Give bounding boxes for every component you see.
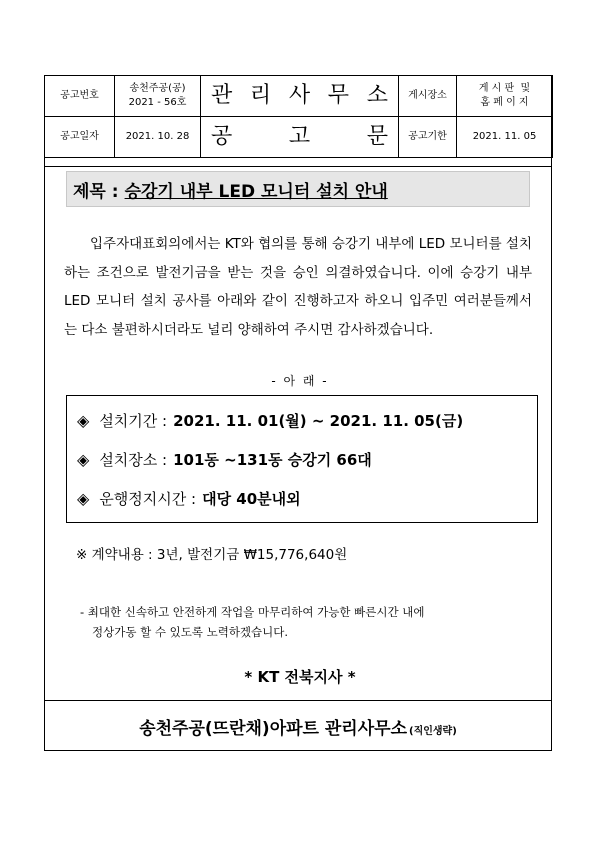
notice-number-line2: 2021 - 56호 — [128, 97, 187, 108]
detail-row-period — [77, 410, 463, 431]
contract-info: ※ 계약내용 : 3년, 발전기금 ₩15,776,640원 — [76, 547, 348, 563]
notice-char: 고 — [288, 124, 311, 149]
diamond-bullet-icon: ◈ — [77, 411, 90, 430]
office-char: 소 — [366, 83, 388, 108]
detail-row-location — [77, 449, 372, 470]
post-place-line1: 게 시 판 및 — [478, 83, 531, 94]
notice-note — [80, 602, 540, 642]
subject-prefix: 제목 : — [73, 181, 119, 202]
footer-signature — [44, 700, 552, 751]
notice-header-table — [44, 75, 553, 158]
notice-char: 공 — [211, 124, 233, 149]
below-heading: - 아 래 - — [271, 374, 329, 388]
kt-branch: * KT 전북지사 * — [244, 668, 356, 686]
office-char: 무 — [327, 83, 350, 108]
diamond-bullet-icon: ◈ — [77, 450, 90, 469]
notice-number-line1: 송천주공(공) — [129, 83, 186, 94]
detail-row-stop-time — [77, 488, 301, 509]
office-char: 관 — [211, 83, 233, 108]
notice-number-label: 공고번호 — [45, 76, 115, 117]
note-line1: - 최대한 신속하고 안전하게 작업을 마무리하여 가능한 빠른시간 내에 — [80, 605, 425, 619]
detail-value: 101동 ~131동 승강기 66대 — [173, 451, 372, 469]
office-title — [201, 76, 399, 117]
office-char: 리 — [249, 83, 272, 108]
post-place-label: 게시장소 — [399, 76, 457, 117]
detail-label: 운행정지시간 : — [99, 490, 197, 508]
subject-text: 승강기 내부 LED 모니터 설치 안내 — [124, 181, 388, 202]
notice-date-label: 공고일자 — [45, 117, 115, 158]
notice-number-value — [115, 76, 201, 117]
notice-title — [201, 117, 399, 158]
note-line2: 정상가동 할 수 있도록 노력하겠습니다. — [92, 625, 289, 639]
detail-value: 대당 40분내외 — [202, 490, 301, 508]
diamond-bullet-icon: ◈ — [77, 489, 90, 508]
header-divider — [44, 157, 552, 167]
office-char: 사 — [288, 83, 311, 108]
office-name: 송천주공(뜨란채)아파트 관리사무소 — [139, 718, 407, 739]
deadline-label: 공고기한 — [399, 117, 457, 158]
detail-label: 설치장소 : — [99, 451, 168, 469]
details-box — [66, 395, 538, 523]
detail-value: 2021. 11. 01(월) ~ 2021. 11. 05(금) — [173, 412, 464, 430]
seal-omitted: (직인생략) — [409, 725, 457, 737]
post-place-value — [457, 76, 553, 117]
notice-char: 문 — [366, 124, 388, 149]
post-place-line2: 홈 페 이 지 — [480, 97, 529, 108]
notice-date-value: 2021. 10. 28 — [115, 117, 201, 158]
notice-body: 입주자대표회의에서는 KT와 협의를 통해 승강기 내부에 LED 모니터를 설치하는 조건으로 발전기금을 받는 것을 승인 의결하였습니다. 이에 승강기 내부 LED 모니터 설치 공사를 아래와 같이 진행하고자 하오니 입주민 여러분들께서는 다소 불편하시더라도 널리 양해하여 주시면 감사하겠습니다. — [64, 236, 532, 338]
deadline-value: 2021. 11. 05 — [457, 117, 553, 158]
detail-label: 설치기간 : — [99, 412, 168, 430]
subject-box — [66, 171, 530, 207]
